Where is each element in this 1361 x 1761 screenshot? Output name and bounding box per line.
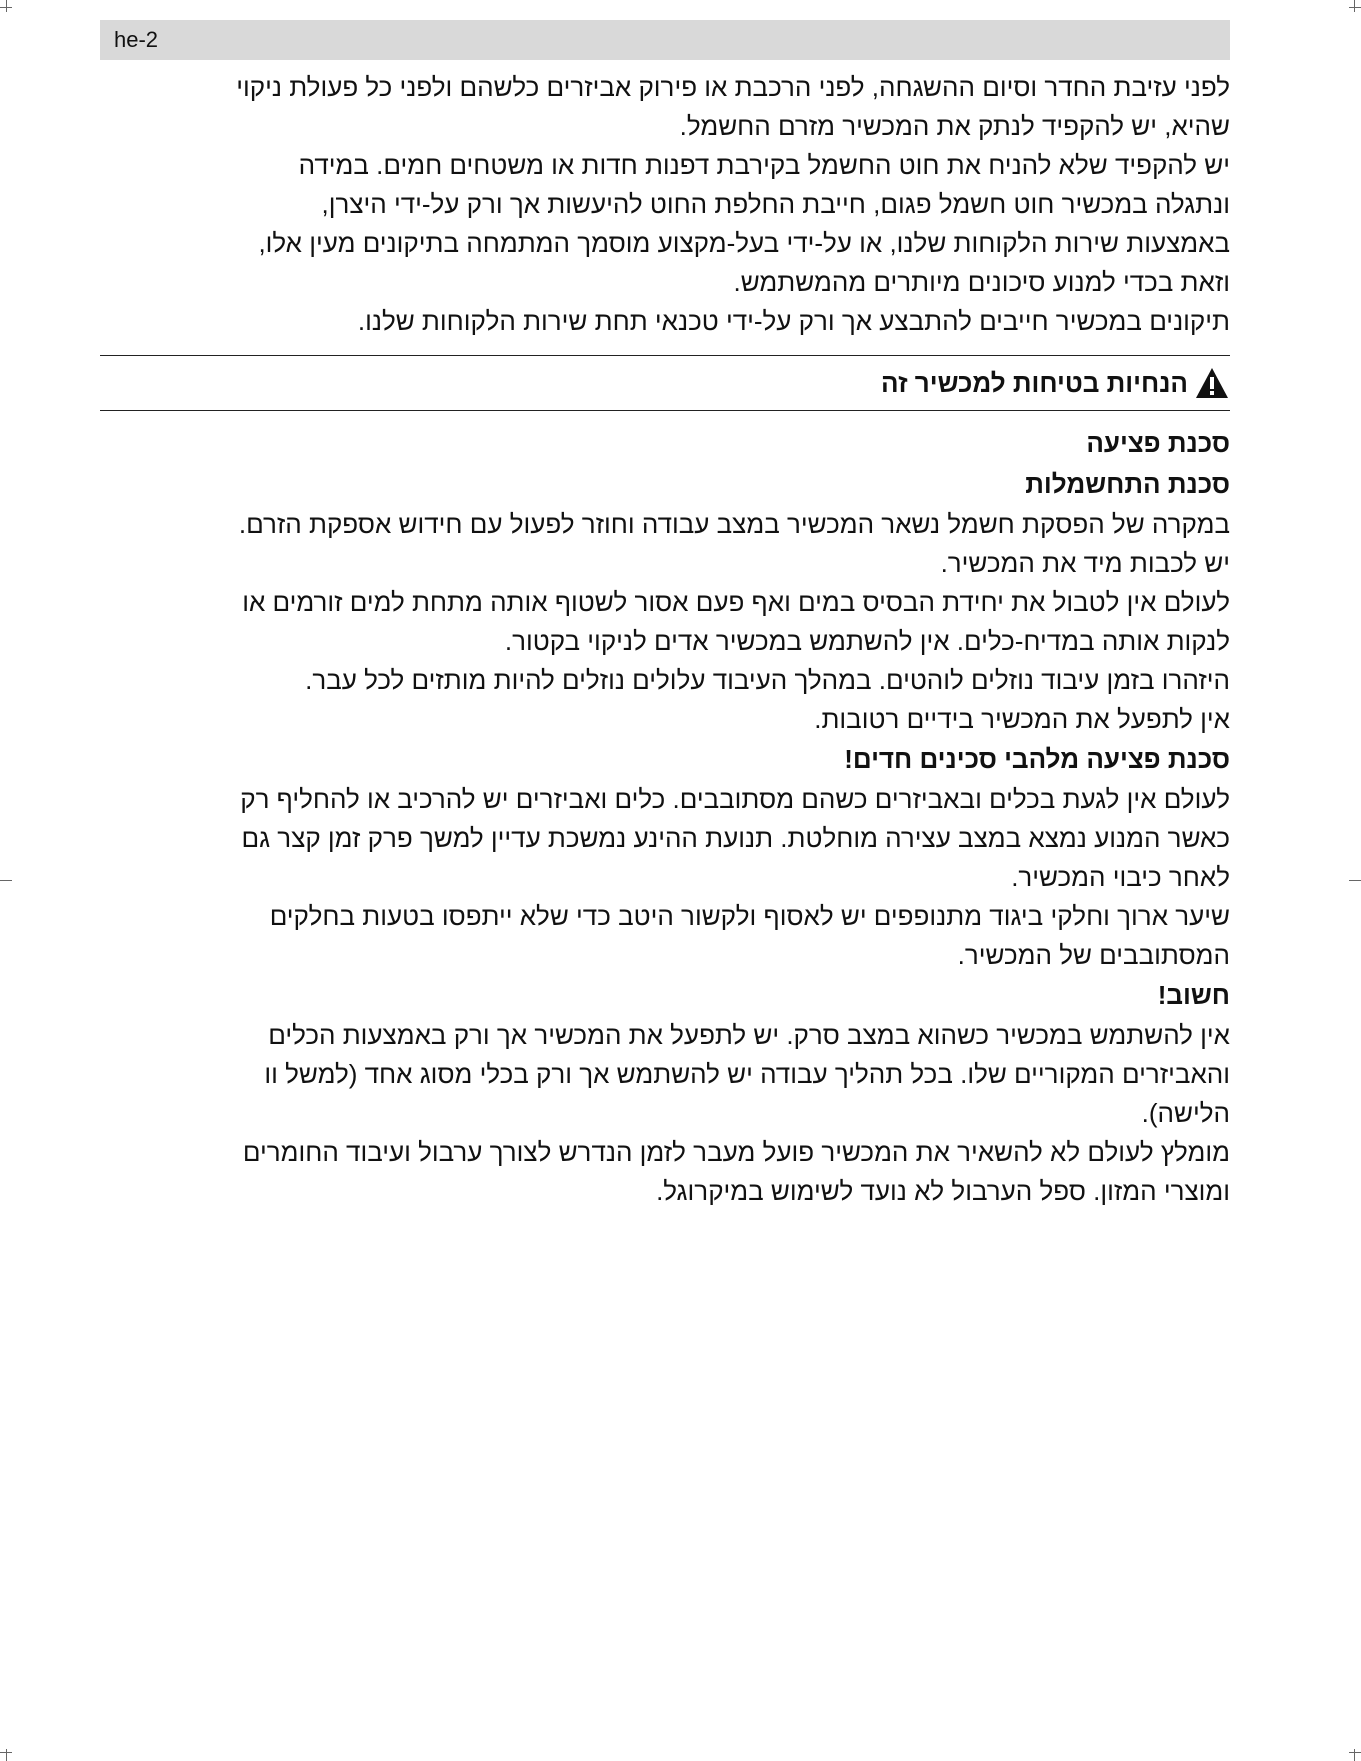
page-header-bar	[100, 20, 1230, 60]
section-heading: סכנת התחשמלות	[1025, 469, 1230, 499]
crop-mark	[6, 1749, 7, 1761]
text-line: כאשר המנוע נמצא במצב עצירה מוחלטת. תנועת ההינע נמשכת עדיין למשך פרק זמן קצר גם	[241, 823, 1230, 853]
safety-instructions-heading	[100, 356, 1230, 410]
intro-paragraphs	[100, 68, 1230, 341]
text-line: ומוצרי המזון. ספל הערבול לא נועד לשימוש במיקרוגל.	[656, 1176, 1230, 1206]
text-line: תיקונים במכשיר חייבים להתבצע אך ורק על-ידי טכנאי תחת שירות הלקוחות שלנו.	[357, 306, 1230, 336]
text-line: יש לכבות מיד את המכשיר.	[940, 548, 1230, 578]
text-line: יש להקפיד שלא להניח את חוט החשמל בקירבת דפנות חדות או משטחים חמים. במידה	[298, 150, 1230, 180]
section-heading: סכנת פציעה מלהבי סכינים חדים!	[844, 744, 1230, 774]
text-line: המסתובבים של המכשיר.	[957, 940, 1230, 970]
text-line: לעולם אין לגעת בכלים ובאביזרים כשהם מסתובבים. כלים ואביזרים יש להרכיב או להחליף רק	[240, 784, 1230, 814]
crop-mark	[1354, 0, 1355, 12]
section-blade-injury	[100, 739, 1230, 975]
text-line: והאביזרים המקוריים שלו. בכל תהליך עבודה יש להשתמש אך ורק בכלי מסוג אחד (למשל וו	[264, 1059, 1230, 1089]
text-line: אין להשתמש במכשיר כשהוא במצב סרק. יש לתפעל את המכשיר אך ורק באמצעות הכלים	[268, 1020, 1230, 1050]
text-line: אין לתפעל את המכשיר בידיים רטובות.	[814, 704, 1230, 734]
crop-mark	[1349, 7, 1361, 8]
text-line: לפני עזיבת החדר וסיום ההשגחה, לפני הרכבת או פירוק אביזרים כלשהם ולפני כל פעולת ניקוי	[236, 72, 1230, 102]
text-line: שיער ארוך וחלקי ביגוד מתנופפים יש לאסוף ולקשור היטב כדי שלא ייתפסו בטעות בחלקים	[269, 901, 1230, 931]
text-line: באמצעות שירות הלקוחות שלנו, או על-ידי בעל-מקצוע מוסמך המתמחה בתיקונים מעין אלו,	[258, 228, 1230, 258]
crop-mark	[6, 0, 7, 12]
section-injury	[100, 423, 1230, 464]
section-heading: חשוב!	[1157, 980, 1230, 1010]
crop-mark	[1349, 880, 1361, 881]
crop-mark	[0, 880, 12, 881]
text-line: שהיא, יש להקפיד לנתק את המכשיר מזרם החשמל.	[679, 111, 1230, 141]
warning-title: הנחיות בטיחות למכשיר זה	[881, 367, 1188, 398]
text-line: לנקות אותה במדיח-כלים. אין להשתמש במכשיר אדים לניקוי בקטור.	[504, 626, 1230, 656]
text-line: היזהרו בזמן עיבוד נוזלים לוהטים. במהלך העיבוד עלולים נוזלים להיות מותזים לכל עבר.	[305, 665, 1230, 695]
text-line: במקרה של הפסקת חשמל נשאר המכשיר במצב עבודה וחוזר לפעול עם חידוש אספקת הזרם.	[238, 509, 1230, 539]
section-heading: סכנת פציעה	[1086, 428, 1230, 458]
text-line: לעולם אין לטבול את יחידת הבסיס במים ואף פעם אסור לשטוף אותה מתחת למים זורמים או	[242, 587, 1230, 617]
page-label: he-2	[114, 27, 159, 52]
crop-mark	[1349, 1752, 1361, 1753]
section-important	[100, 975, 1230, 1211]
crop-mark	[1354, 1749, 1355, 1761]
text-line: וזאת בכדי למנוע סיכונים מיותרים מהמשתמש.	[733, 267, 1230, 297]
document-body	[100, 68, 1230, 1211]
section-electrocution	[100, 464, 1230, 739]
text-line: הלישה).	[1141, 1098, 1230, 1128]
text-line: מומלץ לעולם לא להשאיר את המכשיר פועל מעבר לזמן הנדרש לצורך ערבול ועיבוד החומרים	[242, 1137, 1230, 1167]
text-line: ונתגלה במכשיר חוט חשמל פגום, חייבת החלפת החוט להיעשות אך ורק על-ידי היצרן,	[321, 189, 1230, 219]
text-line: לאחר כיבוי המכשיר.	[1011, 862, 1230, 892]
warning-triangle-icon	[1194, 366, 1230, 400]
